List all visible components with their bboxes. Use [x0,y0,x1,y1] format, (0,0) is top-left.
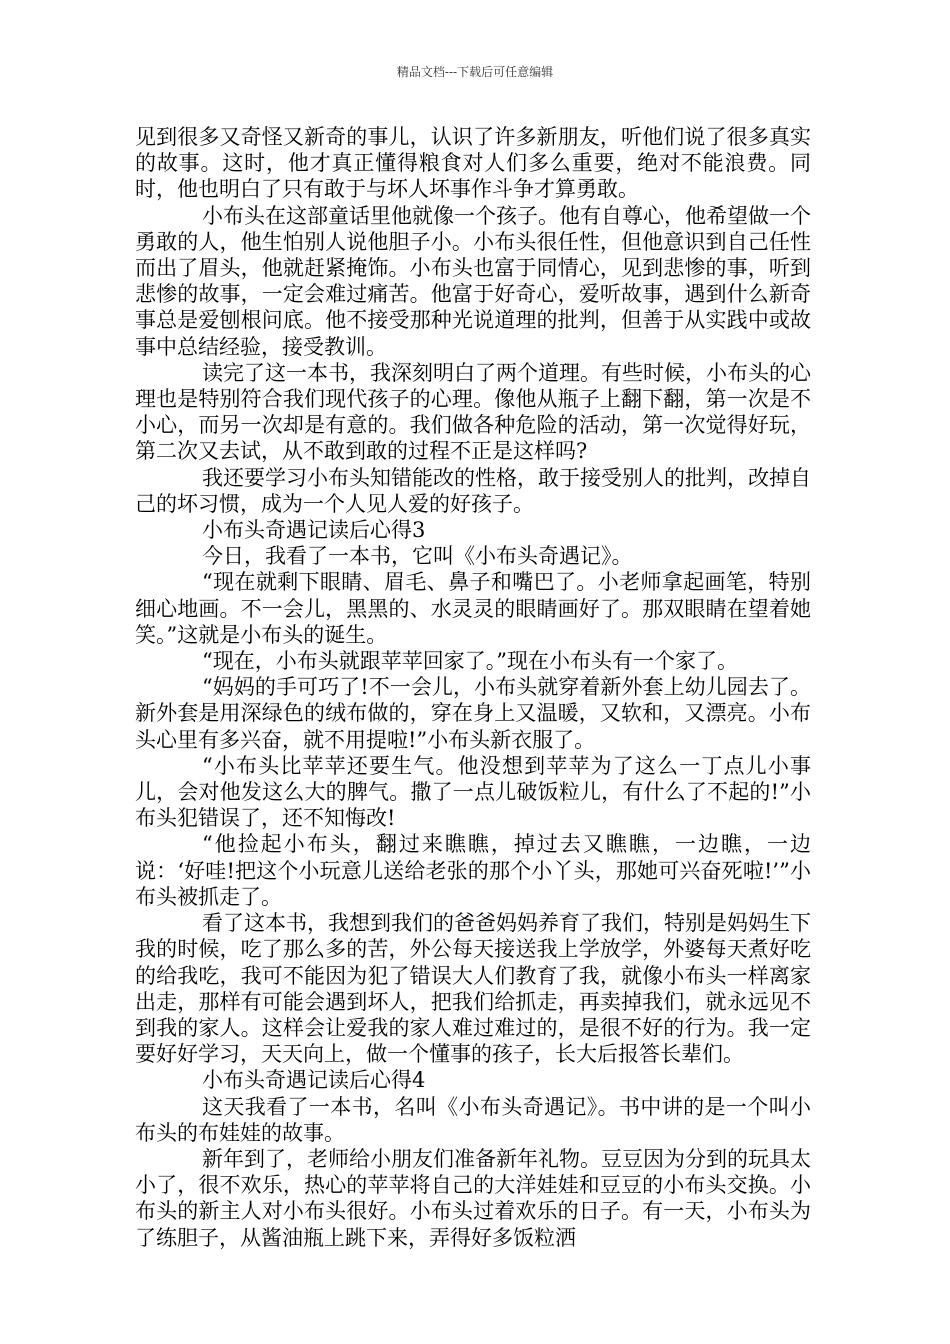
paragraph-13: 新年到了，老师给小朋友们准备新年礼物。豆豆因为分到的玩具太小了，很不欢乐，热心的苹苹将自己的大洋娃娃和豆豆的小布头交换。小布头的新主人对小布头很好。小布头过着欢乐的日子。有一天，小布头为了练胆子，从酱油瓶上跳下来，弄得好多饭粒洒 [135,1146,811,1250]
paragraph-4: 我还要学习小布头知错能改的性格，敢于接受别人的批判，改掉自己的坏习惯，成为一个人见人爱的好孩子。 [135,465,811,516]
paragraph-9: “小布头比苹苹还要生气。他没想到苹苹为了这么一丁点儿小事儿，会对他发这么大的脾气。撒了一点儿破饭粒儿，有什么了不起的!”小布头犯错误了，还不知悔改! [135,753,811,831]
paragraph-1: 见到很多又奇怪又新奇的事儿，认识了许多新朋友，听他们说了很多真实的故事。这时，他才真正懂得粮食对人们多么重要，绝对不能浪费。同时，他也明白了只有敢于与坏人坏事作斗争才算勇敢。 [135,125,811,202]
paragraph-7: “现在，小布头就跟苹苹回家了。”现在小布头有一个家了。 [202,649,738,674]
page-header: 精品文档---下载后可任意编辑 [396,65,554,79]
paragraph-3: 读完了这一本书，我深刻明白了两个道理。有些时候，小布头的心理也是特别符合我们现代孩子的心理。像他从瓶子上翻下翻，第一次是不小心，而另一次却是有意的。我们做各种危险的活动，第一次觉得好玩，第二次又去试，从不敢到敢的过程不正是这样吗? [135,360,811,464]
paragraph-12: 这天我看了一本书，名叫《小布头奇遇记》。书中讲的是一个叫小布头的布娃娃的故事。 [135,1094,811,1145]
paragraph-8: “妈妈的手可巧了!不一会儿，小布头就穿着新外套上幼儿园去了。新外套是用深绿色的绒布做的，穿在身上又温暖，又软和，又漂亮。小布头心里有多兴奋，就不用提啦!”小布头新衣服了。 [135,675,811,752]
section-title-4: 小布头奇遇记读后心得4 [202,1068,426,1093]
paragraph-11: 看了这本书，我想到我们的爸爸妈妈养育了我们，特别是妈妈生下我的时候，吃了那么多的苦，外公每天接送我上学放学，外婆每天煮好吃的给我吃，我可不能因为犯了错误大人们教育了我，就像小布头一样离家出走，那样有可能会遇到坏人，把我们给抓走，再卖掉我们，就永远见不到我的家人。这样会让爱我的家人难过难过的，是很不好的行为。我一定要好好学习，天天向上，做一个懂事的孩子，长大后报答长辈们。 [135,911,811,1067]
paragraph-6: “现在就剩下眼睛、眉毛、鼻子和嘴巴了。小老师拿起画笔，特别细心地画。不一会儿，黑黑的、水灵灵的眼睛画好了。那双眼睛在望着她笑。”这就是小布头的诞生。 [135,570,811,647]
document-body [135,124,811,1251]
paragraph-10: “他捡起小布头，翻过来瞧瞧，掉过去又瞧瞧，一边瞧，一边说：‘好哇!把这个小玩意儿送给老张的那个小丫头，那她可兴奋死啦!’”小布头被抓走了。 [135,832,811,909]
section-title-3: 小布头奇遇记读后心得3 [202,518,426,543]
paragraph-5: 今日，我看了一本书，它叫《小布头奇遇记》。 [202,544,633,569]
paragraph-2: 小布头在这部童话里他就像一个孩子。他有自尊心，他希望做一个勇敢的人，他生怕别人说他胆子小。小布头很任性，但他意识到自己任性而出了眉头，他就赶紧掩饰。小布头也富于同情心，见到悲惨的事，听到悲惨的故事，一定会难过痛苦。他富于好奇心，爱听故事，遇到什么新奇事总是爱刨根问底。他不接受那种光说道理的批判，但善于从实践中或故事中总结经验，接受教训。 [135,203,811,359]
